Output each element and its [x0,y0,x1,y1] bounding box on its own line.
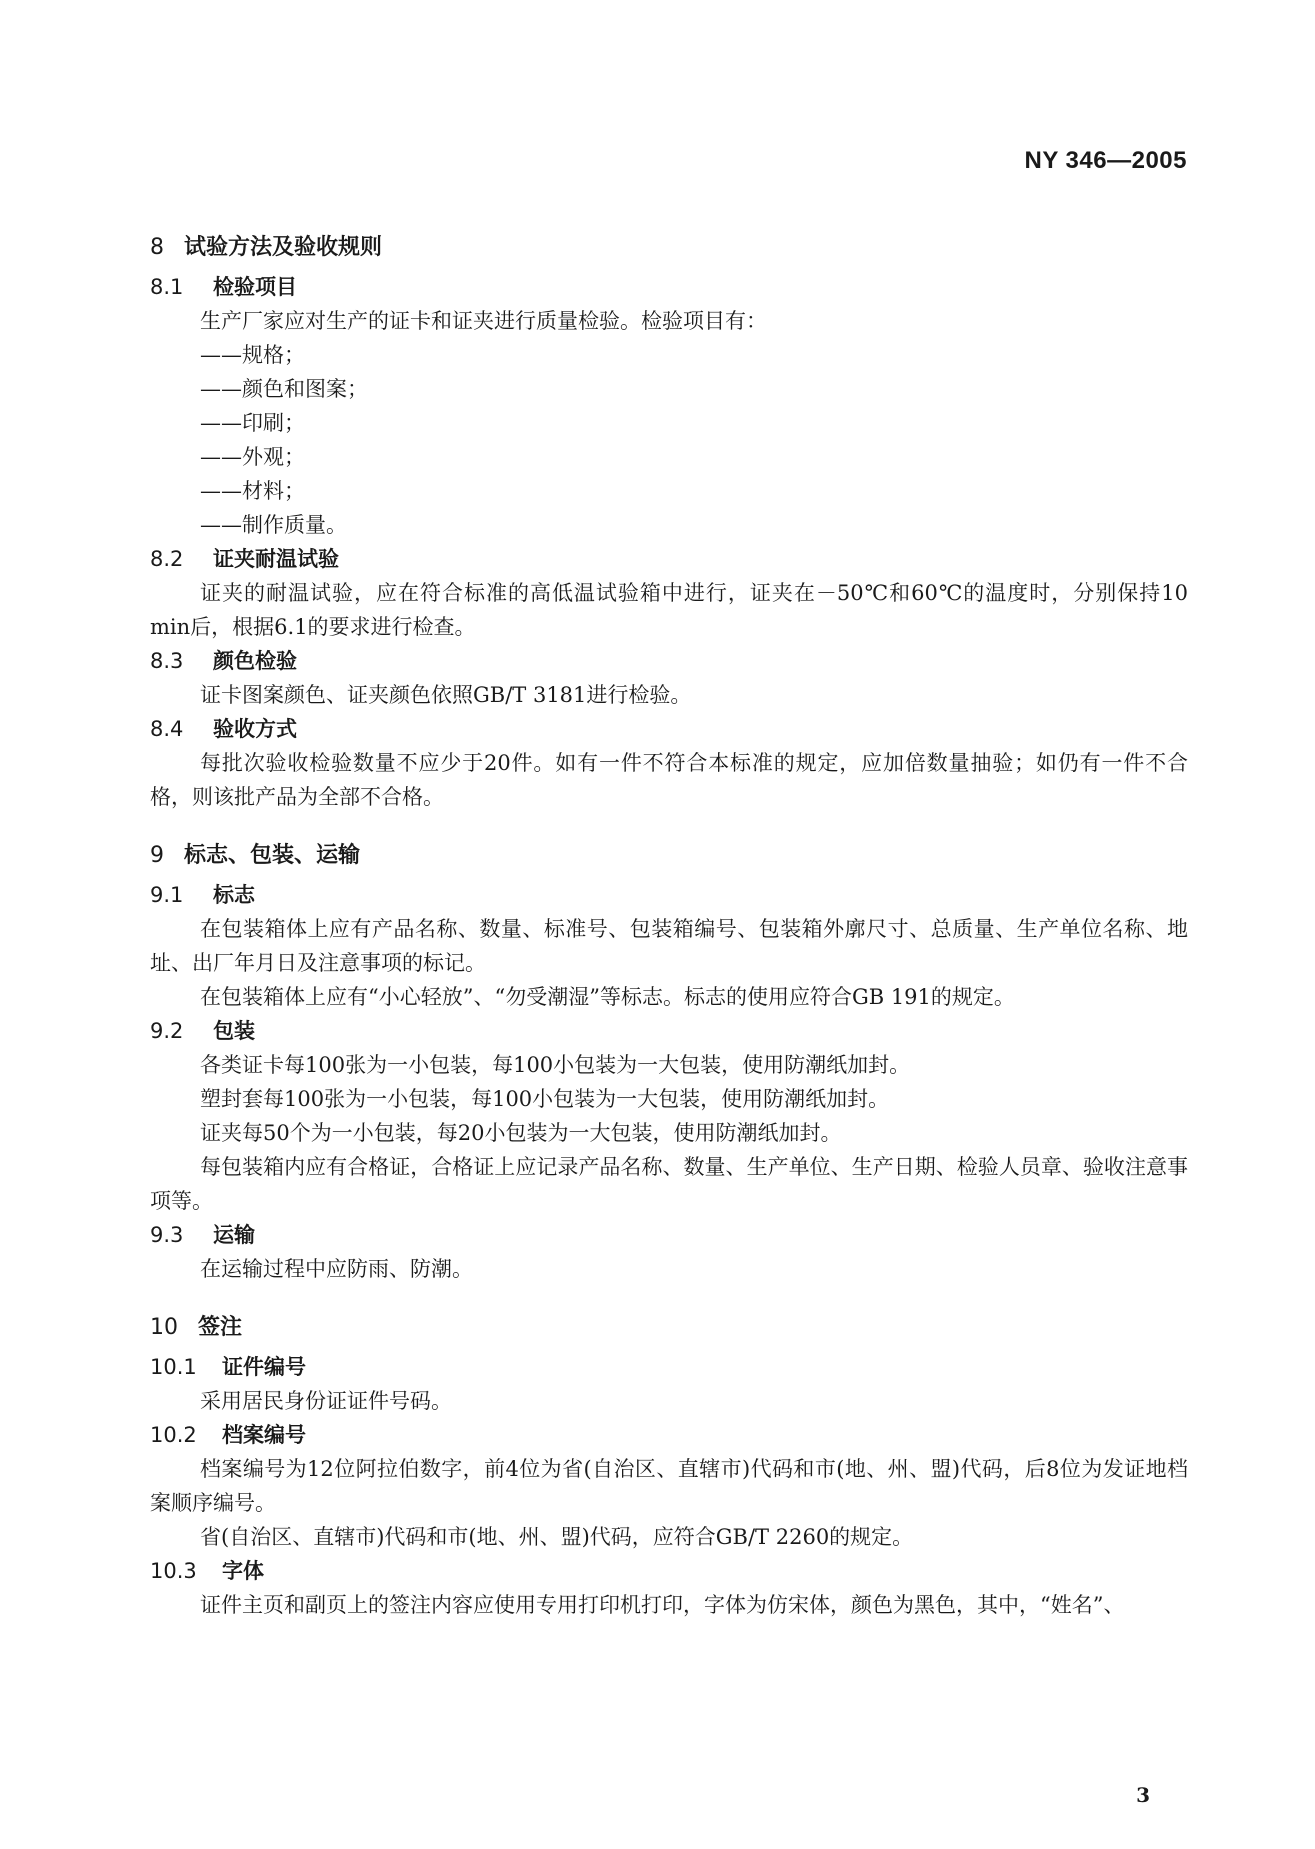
paragraph: 证夹每50个为一小包装，每20小包装为一大包装，使用防潮纸加封。 [200,1121,842,1145]
list-item: ——制作质量。 [200,513,347,537]
paragraph: 各类证卡每100张为一小包装，每100小包装为一大包装，使用防潮纸加封。 [200,1053,911,1077]
standard-code: NY 346—2005 [1024,147,1187,174]
paragraph: 证夹的耐温试验，应在符合标准的高低温试验箱中进行，证夹在－50℃和60℃的温度时，分别保持10 min后，根据6.1的要求进行检查。 [150,581,1188,639]
paragraph: 在包装箱体上应有“小心轻放”、“勿受潮湿”等标志。标志的使用应符合GB 191的规定。 [200,985,1015,1009]
paragraph: 采用居民身份证证件号码。 [200,1389,452,1413]
paragraph: 每批次验收检验数量不应少于20件。如有一件不符合本标准的规定，应加倍数量抽验；如仍有一件不合格，则该批产品为全部不合格。 [150,751,1188,809]
list-item: ——印刷； [200,411,305,435]
list-item: ——材料； [200,479,305,503]
paragraph: 证卡图案颜色、证夹颜色依照GB/T 3181进行检验。 [200,683,692,707]
subsection-heading: 9.2 包装 [150,1019,255,1043]
subsection-heading: 9.1 标志 [150,883,255,907]
section-heading: 10 签注 [150,1315,243,1340]
paragraph: 省(自治区、直辖市)代码和市(地、州、盟)代码，应符合GB/T 2260的规定。 [200,1525,914,1549]
subsection-heading: 8.2 证夹耐温试验 [150,547,339,571]
section-heading: 8 试验方法及验收规则 [150,235,383,260]
list-item: ——外观； [200,445,305,469]
list-item: ——规格； [200,343,305,367]
paragraph: 在运输过程中应防雨、防潮。 [200,1257,473,1281]
subsection-heading: 10.3 字体 [150,1559,264,1583]
subsection-heading: 8.3 颜色检验 [150,649,297,673]
subsection-heading: 9.3 运输 [150,1223,255,1247]
section-heading: 9 标志、包装、运输 [150,843,361,868]
subsection-heading: 10.2 档案编号 [150,1423,306,1447]
paragraph: 每包装箱内应有合格证，合格证上应记录产品名称、数量、生产单位、生产日期、检验人员章、验收注意事项等。 [150,1155,1188,1213]
subsection-heading: 8.1 检验项目 [150,275,297,299]
list-item: ——颜色和图案； [200,377,368,401]
paragraph: 档案编号为12位阿拉伯数字，前4位为省(自治区、直辖市)代码和市(地、州、盟)代码，后8位为发证地档案顺序编号。 [150,1457,1188,1515]
paragraph: 证件主页和副页上的签注内容应使用专用打印机打印，字体为仿宋体，颜色为黑色，其中，“姓名”、 [200,1593,1125,1617]
subsection-heading: 10.1 证件编号 [150,1355,306,1379]
paragraph: 生产厂家应对生产的证卡和证夹进行质量检验。检验项目有： [200,309,767,333]
paragraph: 塑封套每100张为一小包装，每100小包装为一大包装，使用防潮纸加封。 [200,1087,890,1111]
subsection-heading: 8.4 验收方式 [150,717,297,741]
paragraph: 在包装箱体上应有产品名称、数量、标准号、包装箱编号、包装箱外廓尺寸、总质量、生产单位名称、地址、出厂年月日及注意事项的标记。 [150,917,1188,975]
page-number: 3 [1136,1783,1150,1807]
document-body [150,232,1188,1622]
